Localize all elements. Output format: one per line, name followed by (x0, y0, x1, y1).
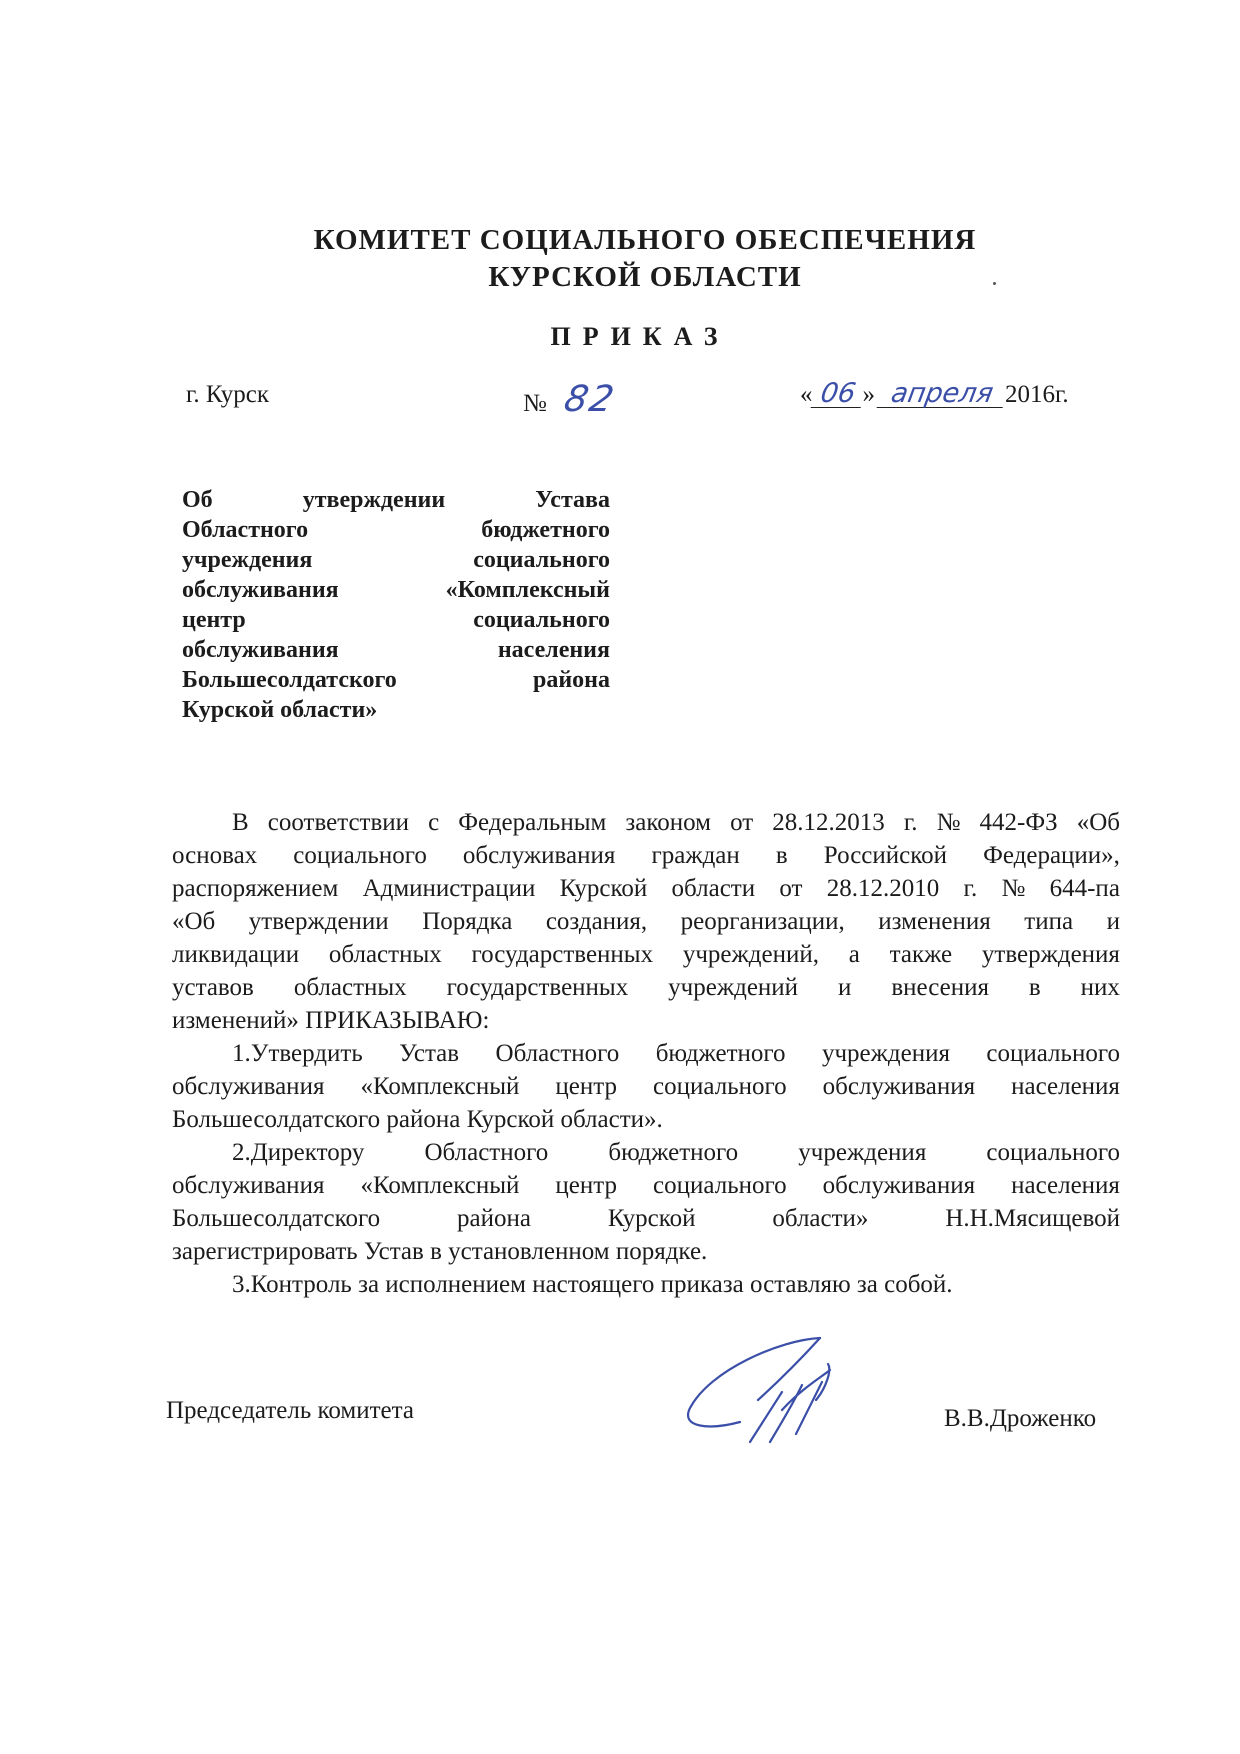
date-year: 2016г. (1005, 381, 1069, 408)
text-line: Большесолдатского района Курской области». (172, 1106, 663, 1133)
subject-word: Областного (182, 517, 309, 543)
subject-word: Курской области» (182, 697, 378, 723)
subject-line (182, 635, 610, 665)
subject-word: района (532, 667, 610, 693)
subject-word: населения (497, 637, 610, 663)
text-line: обслуживания «Комплексный центр социального обслуживания населения (172, 1073, 1120, 1100)
city-label: г. Курск (186, 381, 269, 408)
signatory-role: Председатель комитета (166, 1397, 414, 1424)
text-line: основах социального обслуживания граждан в Российской Федерации», (172, 842, 1120, 869)
subject-word: Устава (535, 487, 610, 513)
document-type-title: ПРИКАЗ (550, 322, 730, 351)
subject-line (182, 575, 610, 605)
date-close-quote: » (862, 381, 875, 408)
subject-line (182, 515, 610, 545)
order-body (172, 806, 1120, 1301)
text-line: В соответствии с Федеральным законом от 28.12.2013 г. № 442-ФЗ «Об (232, 809, 1120, 836)
order-item-1 (172, 1037, 1120, 1136)
subject-word: утверждении (302, 487, 446, 513)
text-line: «Об утверждении Порядка создания, реорганизации, изменения типа и (172, 908, 1120, 935)
order-date (800, 378, 1069, 409)
organization-heading (300, 222, 990, 296)
date-month: апреля (877, 381, 1008, 408)
order-item-3 (172, 1268, 1120, 1301)
subject-line (182, 485, 610, 515)
text-line: уставов областных государственных учреждений и внесения в них (172, 974, 1120, 1001)
number-sign: № (523, 390, 547, 417)
text-line: распоряжением Администрации Курской области от 28.12.2010 г. № 644-па (172, 875, 1120, 902)
subject-word: обслуживания (182, 637, 339, 663)
organization-line-2: КУРСКОЙ ОБЛАСТИ (488, 261, 802, 293)
order-number-value: 82 (560, 379, 620, 420)
text-line: Большесолдатского района Курской области» Н.Н.Мясищевой (172, 1205, 1120, 1232)
text-line: 1.Утвердить Устав Областного бюджетного учреждения социального (232, 1040, 1120, 1067)
text-line: 3.Контроль за исполнением настоящего приказа оставляю за собой. (232, 1271, 953, 1298)
subject-word: социального (473, 607, 610, 633)
subject-word: Большесолдатского (182, 667, 397, 693)
subject-line (182, 605, 610, 635)
signatory-name: В.В.Дроженко (944, 1405, 1097, 1432)
order-item-2 (172, 1136, 1120, 1268)
subject-line (182, 695, 610, 725)
text-line: обслуживания «Комплексный центр социального обслуживания населения (172, 1172, 1120, 1199)
subject-line (182, 665, 610, 695)
handwritten-signature (670, 1330, 870, 1450)
subject-word: обслуживания (182, 577, 339, 603)
text-line: изменений» ПРИКАЗЫВАЮ: (172, 1007, 490, 1034)
text-line: ликвидации областных государственных учреждений, а также утверждения (172, 941, 1120, 968)
date-open-quote: « (800, 381, 813, 408)
date-day: 06 (810, 381, 865, 408)
preamble-paragraph (172, 806, 1120, 1037)
subject-word: учреждения (182, 547, 313, 573)
text-line: 2.Директору Областного бюджетного учреждения социального (232, 1139, 1120, 1166)
scan-speck (993, 282, 996, 285)
organization-line-1: КОМИТЕТ СОЦИАЛЬНОГО ОБЕСПЕЧЕНИЯ (313, 224, 977, 256)
order-subject (182, 485, 610, 725)
order-number (523, 379, 620, 420)
subject-word: центр (182, 607, 246, 633)
subject-word: бюджетного (481, 517, 610, 543)
subject-line (182, 545, 610, 575)
text-line: зарегистрировать Устав в установленном порядке. (172, 1238, 708, 1265)
subject-word: Об (182, 487, 213, 513)
subject-word: социального (473, 547, 610, 573)
subject-word: «Комплексный (445, 577, 610, 603)
